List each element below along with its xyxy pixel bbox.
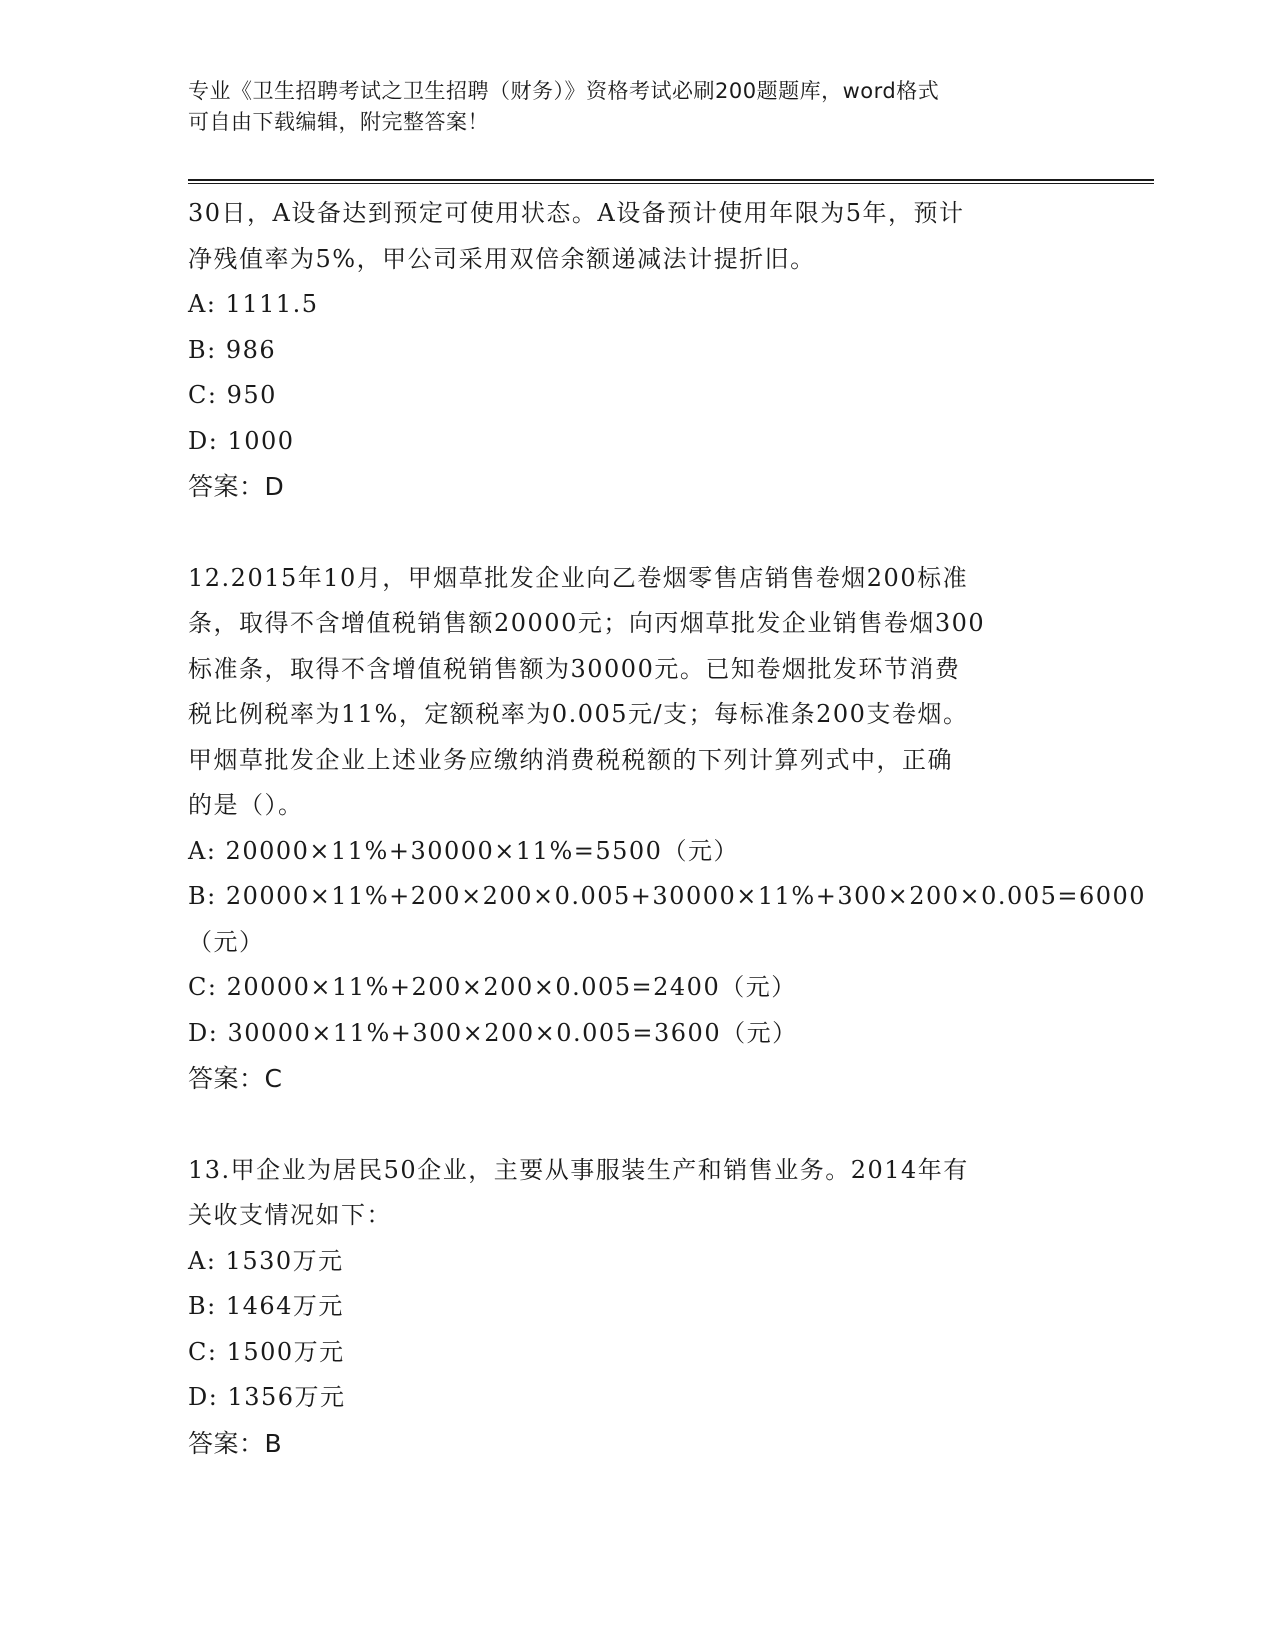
option-b-continued: （元） bbox=[188, 927, 265, 956]
question-text-line: 甲烟草批发企业上述业务应缴纳消费税税额的下列计算列式中，正确 bbox=[188, 745, 953, 774]
option-d: D: 1356万元 bbox=[188, 1383, 346, 1411]
document-body bbox=[188, 191, 1147, 1466]
question-text-line: 13.甲企业为居民50企业，主要从事服装生产和销售业务。2014年有 bbox=[188, 1155, 969, 1184]
option-c: C: 20000×11%+200×200×0.005=2400（元） bbox=[188, 973, 797, 1001]
question-text-line: 关收支情况如下： bbox=[188, 1201, 392, 1229]
answer-line: 答案：B bbox=[188, 1428, 283, 1458]
option-d: D: 30000×11%+300×200×0.005=3600（元） bbox=[188, 1018, 798, 1047]
option-b: B: 986 bbox=[188, 335, 277, 364]
answer-line: 答案：D bbox=[188, 472, 285, 501]
question-text-line: 30日，A设备达到预定可使用状态。A设备预计使用年限为5年，预计 bbox=[188, 199, 965, 227]
question-text-line: 标准条，取得不含增值税销售额为30000元。已知卷烟批发环节消费 bbox=[188, 654, 961, 683]
question-text-line: 净残值率为5%，甲公司采用双倍余额递减法计提折旧。 bbox=[188, 244, 816, 273]
header-line-2: 可自由下载编辑，附完整答案！ bbox=[188, 110, 489, 134]
option-a: A: 1530万元 bbox=[188, 1246, 344, 1275]
section-gap bbox=[188, 510, 1088, 556]
question-text-line: 条，取得不含增值税销售额20000元；向丙烟草批发企业销售卷烟300 bbox=[188, 609, 986, 637]
option-b: B: 1464万元 bbox=[188, 1292, 344, 1320]
header-divider-thin bbox=[188, 183, 1154, 184]
question-text-line: 的是（）。 bbox=[188, 791, 304, 819]
option-c: C: 1500万元 bbox=[188, 1337, 345, 1366]
question-text-line: 12.2015年10月，甲烟草批发企业向乙卷烟零售店销售卷烟200标准 bbox=[188, 563, 969, 592]
question-11 bbox=[188, 191, 1088, 510]
option-b: B: 20000×11%+200×200×0.005+30000×11%+300×200×0.005=6000 bbox=[188, 882, 1147, 910]
header-line-1: 专业《卫生招聘考试之卫生招聘（财务）》资格考试必刷200题题库，word格式 bbox=[188, 79, 940, 103]
answer-line: 答案：C bbox=[188, 1064, 283, 1093]
header-divider-thick bbox=[188, 179, 1154, 181]
option-c: C: 950 bbox=[188, 381, 277, 409]
option-a: A: 1111.5 bbox=[188, 290, 319, 318]
option-d: D: 1000 bbox=[188, 426, 295, 455]
question-12 bbox=[188, 556, 1147, 1102]
question-13 bbox=[188, 1148, 1088, 1467]
option-a: A: 20000×11%+30000×11%=5500（元） bbox=[188, 836, 739, 865]
document-header bbox=[188, 76, 1088, 138]
question-text-line: 税比例税率为11%，定额税率为0.005元/支；每标准条200支卷烟。 bbox=[188, 700, 969, 728]
section-gap bbox=[188, 1102, 1088, 1148]
